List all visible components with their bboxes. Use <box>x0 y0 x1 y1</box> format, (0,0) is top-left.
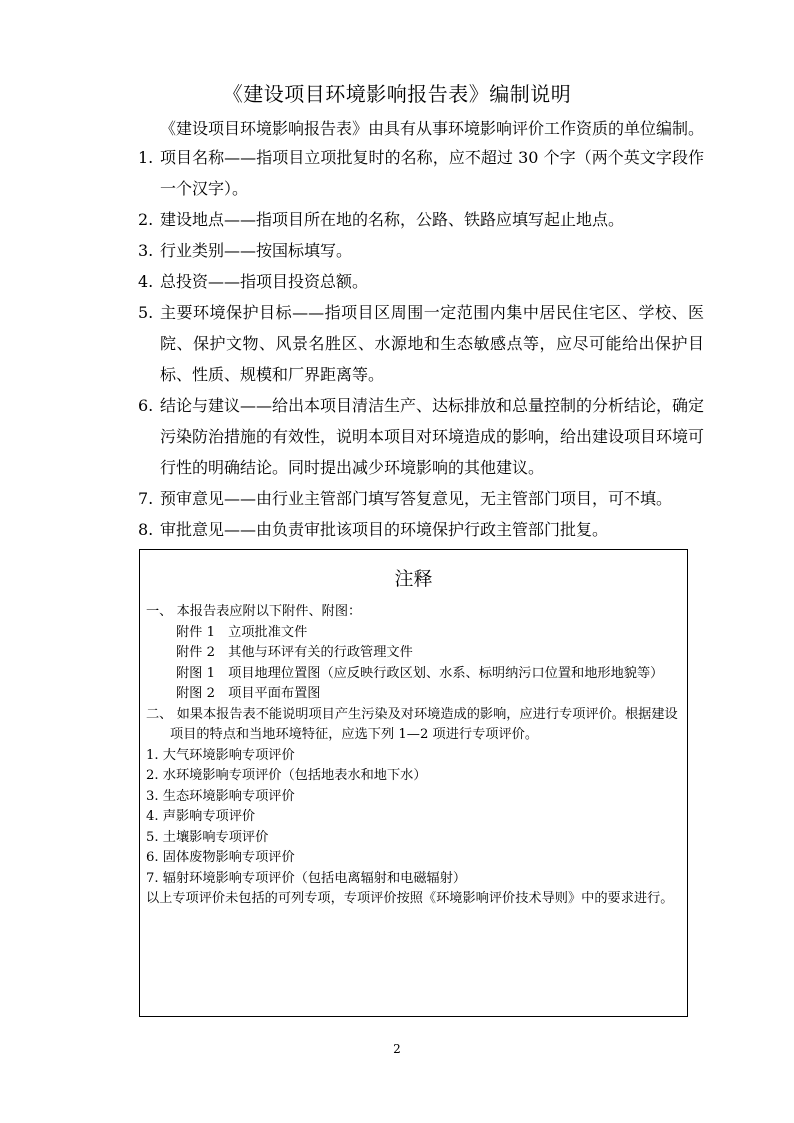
instruction-item <box>138 297 704 390</box>
instruction-item <box>138 142 704 204</box>
instruction-item <box>138 390 704 483</box>
instruction-item <box>138 514 704 545</box>
special-assessment-item: 5. 土壤影响专项评价 <box>146 829 269 845</box>
instruction-item <box>138 266 704 297</box>
item-text: 项目名称——指项目立项批复时的名称，应不超过 30 个字（两个英文字段作一个汉字）。 <box>160 148 704 198</box>
special-assessment-item: 6. 固体废物影响专项评价 <box>146 850 295 865</box>
item-number: 6. <box>138 396 154 415</box>
item-number: 3. <box>138 241 154 260</box>
page-number: 2 <box>393 1042 401 1056</box>
special-assessment-item: 4. 声影响专项评价 <box>146 809 256 824</box>
item-text: 审批意见——由负责审批该项目的环境保护行政主管部门批复。 <box>160 520 609 539</box>
item-text: 行业类别——按国标填写。 <box>160 241 353 260</box>
document-title: 《建设项目环境影响报告表》编制说明 <box>222 82 572 106</box>
notes-section-2: 二、 如果本报告表不能说明项目产生污染及对环境造成的影响，应进行专项评价。根据建设项目的特点和当地环境特征，应选下列 1—2 项进行专项评价。 <box>146 706 678 742</box>
notes-box <box>139 549 688 1017</box>
item-number: 1. <box>138 148 154 167</box>
item-number: 7. <box>138 489 154 508</box>
instruction-item <box>138 235 704 266</box>
attachment-item: 附图 1 项目地理位置图（应反映行政区划、水系、标明纳污口位置和地形地貌等） <box>176 665 664 681</box>
special-assessment-item: 2. 水环境影响专项评价（包括地表水和地下水） <box>146 768 427 783</box>
instruction-item <box>138 483 704 514</box>
attachment-item: 附件 1 立项批准文件 <box>176 624 308 640</box>
item-number: 2. <box>138 210 154 229</box>
item-number: 8. <box>138 520 154 539</box>
special-assessment-item: 7. 辐射环境影响专项评价（包括电离辐射和电磁辐射） <box>146 870 467 886</box>
intro-paragraph: 《建设项目环境影响报告表》由具有从事环境影响评价工作资质的单位编制。 <box>160 119 705 138</box>
attachment-item: 附件 2 其他与环评有关的行政管理文件 <box>176 645 413 660</box>
attachment-item: 附图 2 项目平面布置图 <box>176 686 321 701</box>
notes-closing: 以上专项评价未包括的可列专项，专项评价按照《环境影响评价技术导则》中的要求进行。 <box>146 891 674 906</box>
instruction-item <box>138 204 704 235</box>
special-assessment-item: 1. 大气环境影响专项评价 <box>146 747 295 763</box>
item-text: 预审意见——由行业主管部门填写答复意见，无主管部门项目，可不填。 <box>160 489 673 508</box>
instruction-list <box>138 142 704 545</box>
notes-title: 注释 <box>394 568 433 590</box>
item-text: 总投资——指项目投资总额。 <box>160 272 369 291</box>
item-text: 结论与建议——给出本项目清洁生产、达标排放和总量控制的分析结论，确定污染防治措施的有效性，说明本项目对环境造成的影响，给出建设项目环境可行性的明确结论。同时提出减少环境影响的其他建议。 <box>160 396 705 477</box>
item-number: 5. <box>138 303 154 322</box>
item-text: 主要环境保护目标——指项目区周围一定范围内集中居民住宅区、学校、医院、保护文物、风景名胜区、水源地和生态敏感点等，应尽可能给出保护目标、性质、规模和厂界距离等。 <box>160 303 704 384</box>
item-text: 建设地点——指项目所在地的名称，公路、铁路应填写起止地点。 <box>160 210 625 229</box>
item-number: 4. <box>138 272 154 291</box>
notes-section-1: 一、 本报告表应附以下附件、附图： <box>146 604 362 619</box>
special-assessment-item: 3. 生态环境影响专项评价 <box>146 788 295 804</box>
